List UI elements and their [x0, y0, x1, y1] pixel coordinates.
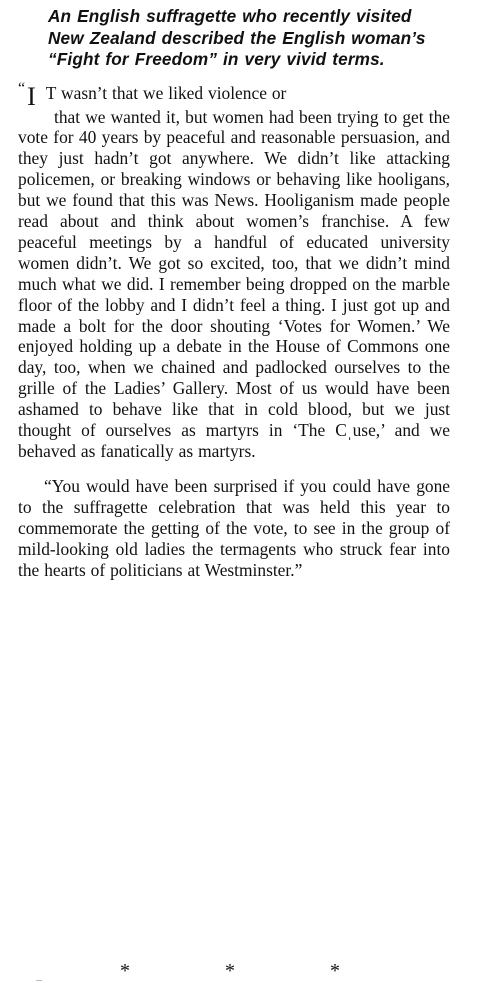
article-body — [18, 6, 450, 580]
first-line-text: T wasn’t that we liked violence or — [45, 82, 287, 103]
quote-paragraph-1 — [18, 79, 450, 462]
print-speck — [36, 980, 42, 981]
quote-paragraph-1-text: that we wanted it, but women had been trying to get the vote for 40 years by peaceful and reasonable persuasion, and they just hadn’t got anywhere. We didn’t like attacking policemen, or breaking windows or behaving like hooligans, but we found that this was News. Hooliganism made people read about and think about women’s franchise. A few peaceful meetings by a handful of educated university women didn’t. We got so excited, too, that we didn’t mind much what we did. I remember being dropped on the marble floor of the lobby and I didn’t feel a thing. I just got up and made a bolt for the door shouting ‘Votes for Women.’ We enjoyed holding up a debate in the House of Commons one day, too, when we chained and padlocked ourselves to the grille of the Ladies’ Gallery. Most of us would have been ashamed to behave like that in cold blood, but we just thought of ourselves as martyrs in ‘The Cˌuse,’ and we behaved as fanatically as martyrs. — [18, 106, 450, 461]
separator-star-2: * — [225, 960, 235, 982]
opening-quote-mark: “ — [18, 79, 26, 97]
separator-star-3: * — [330, 960, 340, 982]
section-separator — [120, 960, 340, 983]
intro-paragraph: An English suffragette who recently visited New Zealand described the English woman’s “Fight for Freedom” in very vivid terms. — [48, 6, 426, 69]
drop-cap: I — [27, 81, 36, 111]
separator-star-1: * — [120, 960, 130, 982]
quote-paragraph-2: “You would have been surprised if you could have gone to the suffragette celebration that was held this year to commemorate the getting of the vote, to see in the group of mild-looking old ladies the termagents who struck fear into the hearts of politicians at Westminster.” — [18, 475, 450, 580]
